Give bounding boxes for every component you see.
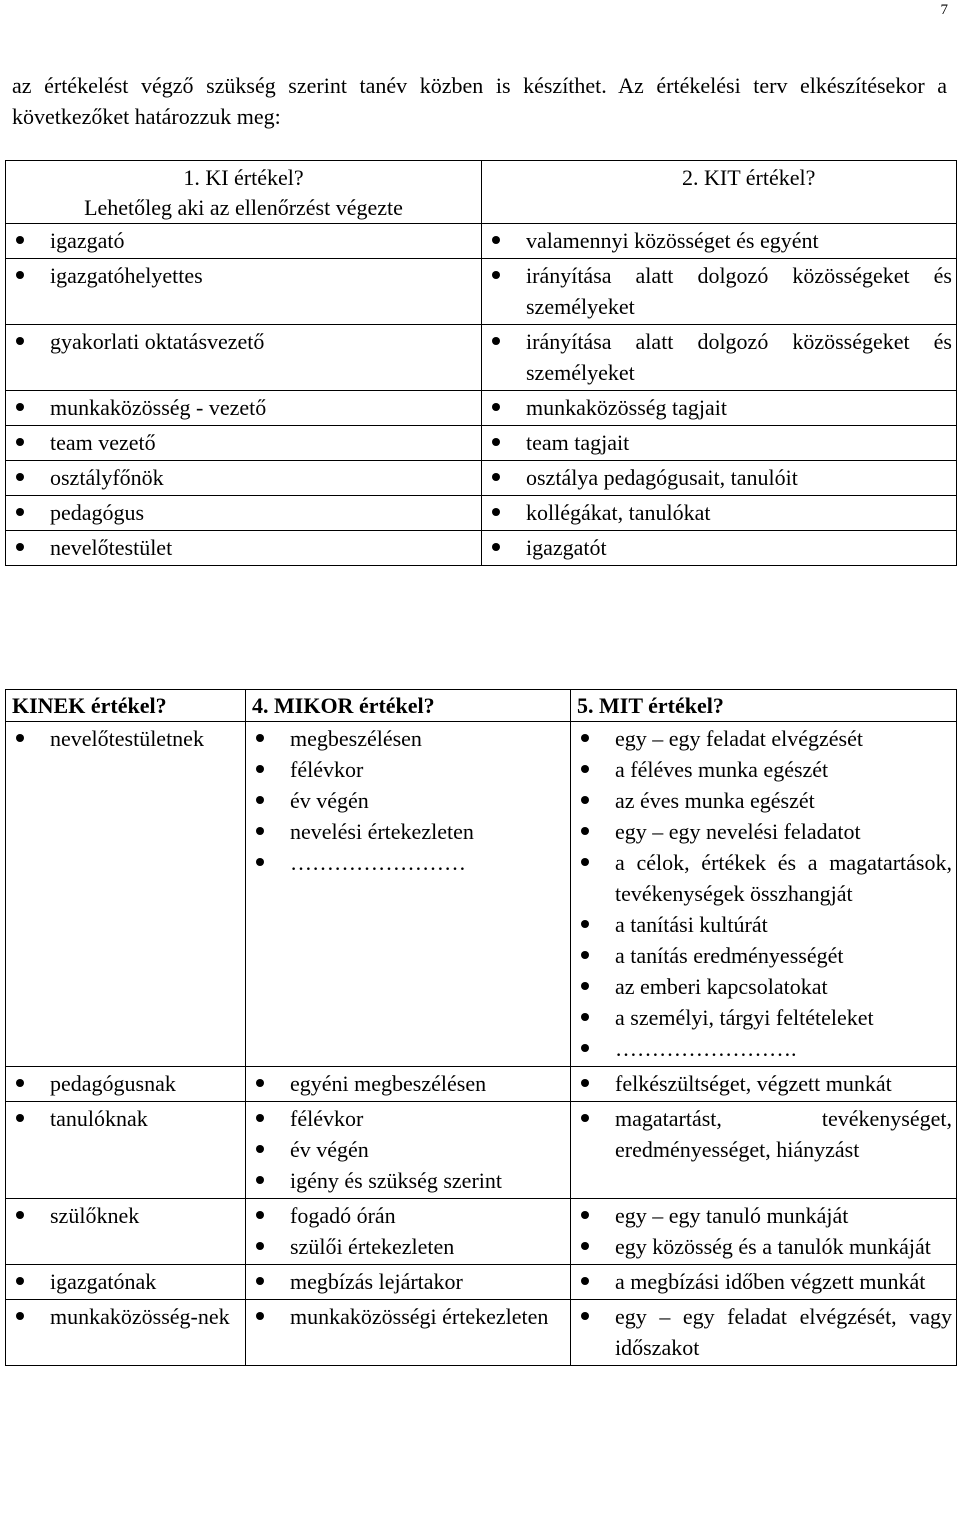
evaluator-item: igazgató [6, 225, 481, 256]
timing-item: félévkor [246, 754, 570, 785]
timing-item: félévkor [246, 1103, 570, 1134]
subject-item: egy – egy nevelési feladatot [571, 816, 956, 847]
who-whom-table [5, 160, 957, 566]
evaluated-item: osztálya pedagógusait, tanulóit [482, 462, 956, 493]
timing-item: egyéni megbeszélésen [246, 1068, 570, 1099]
subject-item: a tanítás eredményességét [571, 940, 956, 971]
subject-cell [571, 1199, 957, 1265]
evaluated-item: irányítása alatt dolgozó közösségeket és személyeket [482, 260, 956, 322]
evaluated-item: valamennyi közösséget és egyént [482, 225, 956, 256]
subject-item: felkészültséget, végzett munkát [571, 1068, 956, 1099]
timing-item: nevelési értekezleten [246, 816, 570, 847]
recipient-cell [6, 722, 246, 1067]
evaluated-cell [482, 224, 957, 259]
table2-body [6, 722, 957, 1366]
recipient-cell [6, 1102, 246, 1199]
recipient-cell [6, 1265, 246, 1300]
recipient-item: tanulóknak [6, 1103, 245, 1134]
table-row [6, 224, 957, 259]
evaluator-cell [6, 224, 482, 259]
subject-item: egy – egy feladat elvégzését [571, 723, 956, 754]
evaluator-item: pedagógus [6, 497, 481, 528]
table-row [6, 1067, 957, 1102]
timing-cell [246, 722, 571, 1067]
table1-header-right [482, 161, 957, 224]
evaluated-cell [482, 426, 957, 461]
evaluated-cell [482, 461, 957, 496]
subject-cell [571, 722, 957, 1067]
table-row [6, 722, 957, 1067]
table-row [6, 1102, 957, 1199]
timing-item: igény és szükség szerint [246, 1165, 570, 1196]
table-row [6, 1300, 957, 1366]
table-row [6, 426, 957, 461]
subject-item: az emberi kapcsolatokat [571, 971, 956, 1002]
timing-cell [246, 1067, 571, 1102]
evaluator-cell [6, 391, 482, 426]
recipient-cell [6, 1067, 246, 1102]
subject-item: a személyi, tárgyi feltételeket [571, 1002, 956, 1033]
evaluator-cell [6, 496, 482, 531]
table-row [6, 496, 957, 531]
header-ki-ertekel-sub: Lehetőleg aki az ellenőrzést végezte [84, 195, 403, 220]
page-number: 7 [940, 2, 948, 18]
subject-item: ……………………. [571, 1033, 956, 1064]
evaluator-item: gyakorlati oktatásvezető [6, 326, 481, 357]
recipient-cell [6, 1300, 246, 1366]
evaluator-item: munkaközösség - vezető [6, 392, 481, 423]
subject-item: a féléves munka egészét [571, 754, 956, 785]
evaluated-item: team tagjait [482, 427, 956, 458]
evaluated-cell [482, 259, 957, 325]
header-kit-ertekel: 2. KIT értékel? [682, 165, 816, 190]
table1-header-left [6, 161, 482, 224]
header-mit-ertekel: 5. MIT értékel? [571, 690, 957, 722]
timing-item: …………………… [246, 847, 570, 878]
evaluator-item: osztályfőnök [6, 462, 481, 493]
recipient-cell [6, 1199, 246, 1265]
timing-item: szülői értekezleten [246, 1231, 570, 1262]
table-row [6, 1199, 957, 1265]
table-row [6, 325, 957, 391]
subject-item: egy közösség és a tanulók munkáját [571, 1231, 956, 1262]
header-ki-ertekel: 1. KI értékel? [183, 165, 304, 190]
table-row [6, 259, 957, 325]
header-kinek-ertekel: KINEK értékel? [6, 690, 246, 722]
subject-item: az éves munka egészét [571, 785, 956, 816]
subject-item: egy – egy tanuló munkáját [571, 1200, 956, 1231]
recipient-item: munkaközösség-nek [6, 1301, 245, 1332]
subject-item: a tanítási kultúrát [571, 909, 956, 940]
recipient-item: pedagógusnak [6, 1068, 245, 1099]
recipient-item: szülőknek [6, 1200, 245, 1231]
evaluator-cell [6, 531, 482, 566]
evaluator-item: igazgatóhelyettes [6, 260, 481, 291]
timing-item: megbeszélésen [246, 723, 570, 754]
evaluator-cell [6, 259, 482, 325]
subject-cell [571, 1067, 957, 1102]
timing-cell [246, 1199, 571, 1265]
evaluator-cell [6, 426, 482, 461]
evaluated-item: irányítása alatt dolgozó közösségeket és személyeket [482, 326, 956, 388]
evaluated-cell [482, 496, 957, 531]
timing-cell [246, 1300, 571, 1366]
subject-item: magatartást, tevékenységet, eredményességet, hiányzást [571, 1103, 956, 1165]
timing-cell [246, 1265, 571, 1300]
subject-cell [571, 1265, 957, 1300]
timing-item: munkaközösségi értekezleten [246, 1301, 570, 1332]
subject-cell [571, 1102, 957, 1199]
evaluation-plan-table [5, 689, 957, 1366]
evaluated-cell [482, 391, 957, 426]
subject-item: egy – egy feladat elvégzését, vagy időszakot [571, 1301, 956, 1363]
subject-item: a megbízási időben végzett munkát [571, 1266, 956, 1297]
timing-cell [246, 1102, 571, 1199]
evaluator-item: team vezető [6, 427, 481, 458]
table-row [6, 531, 957, 566]
recipient-item: igazgatónak [6, 1266, 245, 1297]
timing-item: megbízás lejártakor [246, 1266, 570, 1297]
table-row [6, 1265, 957, 1300]
table1-body [6, 224, 957, 566]
evaluated-cell [482, 531, 957, 566]
evaluated-item: munkaközösség tagjait [482, 392, 956, 423]
evaluated-cell [482, 325, 957, 391]
timing-item: év végén [246, 1134, 570, 1165]
subject-item: a célok, értékek és a magatartások, tevékenységek összhangját [571, 847, 956, 909]
table-row [6, 461, 957, 496]
intro-paragraph: az értékelést végző szükség szerint tanév közben is készíthet. Az értékelési terv elkészítésekor a következőket határozzuk meg: [12, 73, 947, 129]
evaluator-item: nevelőtestület [6, 532, 481, 563]
evaluated-item: kollégákat, tanulókat [482, 497, 956, 528]
subject-cell [571, 1300, 957, 1366]
table-row [6, 391, 957, 426]
timing-item: fogadó órán [246, 1200, 570, 1231]
recipient-item: nevelőtestületnek [6, 723, 245, 754]
evaluator-cell [6, 461, 482, 496]
timing-item: év végén [246, 785, 570, 816]
evaluated-item: igazgatót [482, 532, 956, 563]
header-mikor-ertekel: 4. MIKOR értékel? [246, 690, 571, 722]
evaluator-cell [6, 325, 482, 391]
